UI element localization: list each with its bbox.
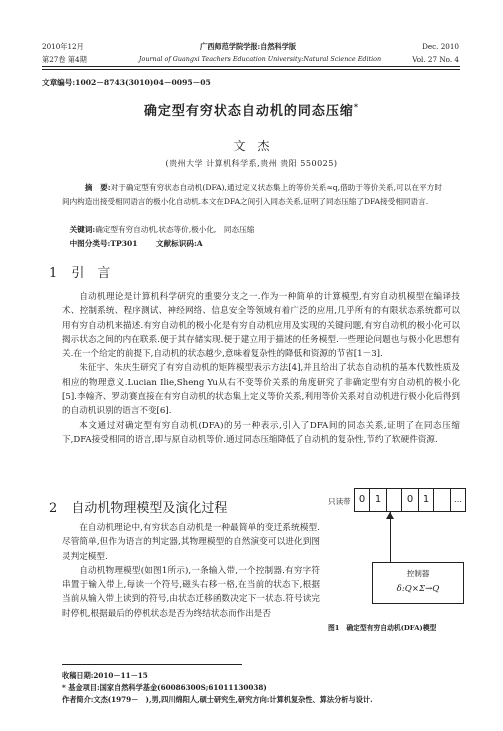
section-1-title: 引 言 (71, 266, 111, 281)
tape-cell (386, 488, 402, 512)
title-footnote-mark: * (353, 101, 360, 112)
header-journal-en: Journal of Guangxi Teachers Education University:Natural Science Edition (138, 55, 382, 63)
figure-caption: 图1 确定型有穷自动机(DFA)模型 (328, 624, 437, 632)
classification-line (62, 237, 203, 251)
article-number: 文章编号:1002－8743(3010)04－0095－05 (42, 78, 211, 87)
tape-cell: … (450, 488, 466, 512)
sec2-paragraph-1: 在自动机理论中,有穷状态自动机是一种最简单的变迁系统模型.尽管简单,但作为语言的判定器,其物理模型的自然演变可以进化到图灵判定模型. (62, 523, 320, 562)
figure-1 (328, 488, 468, 648)
header-rule (42, 66, 460, 67)
paper-title (0, 100, 503, 119)
footnote-rule (62, 664, 242, 665)
read-head-line (390, 512, 391, 562)
header-volume-en: Vol. 27 No. 4 (412, 55, 459, 64)
fund-info: * 基金项目:国家自然科学基金(60086300S;61011130038) (62, 682, 267, 692)
author-name: 文 杰 (233, 139, 270, 153)
header-date-en: Dec. 2010 (422, 42, 459, 51)
abstract-text: 对于确定型有穷状态自动机(DFA),通过定义状态集上的等价关系≈q,借助于等价关系,可以在平方时间内构造出接受相同语言的极小化自动机.本文在DFA之间引入同态关系,证明了同态压缩了DFA接受相同语言. (62, 183, 442, 206)
header-journal-cn: 广西师范学院学报:自然科学版 (200, 42, 297, 51)
section-1-heading (49, 262, 110, 281)
keywords-text: 确定型有穷自动机,状态等价,极小化, 同态压缩 (95, 225, 255, 234)
section-2-title: 自动机物理模型及演化过程 (71, 501, 228, 516)
tape-cell (433, 488, 451, 512)
intro-paragraph-2: 朱征宇、朱庆生研究了有穷自动机的矩阵模型表示方法[4],并且给出了状态自动机的基本代数性质及相应的物理意义.Lucian Ilie,Sheng Yu从右不变等价关系的角度研究了非确定型有穷自动机的极小化[5].李翰齐、罗动赛直接在有穷自动机的状态集上定义等价关系,利用等价关系对自动机进行极小化后得到的自动机识别的语言不变[6]. (62, 363, 460, 417)
tape-label: 只读带 (328, 497, 351, 506)
controller-box (372, 562, 464, 604)
intro-body (62, 290, 460, 447)
received-date: 收稿日期:2010－11－15 (62, 671, 148, 680)
author-bio: 作者简介:文杰(1979－ ),男,四川绵阳人,硕士研究生,研究方向:计算机复杂性、算法分析与设计. (62, 694, 373, 704)
intro-paragraph-3: 本文通过对确定型有穷自动机(DFA)的另一种表示,引入了DFA间的同态关系,证明了在同态压缩下,DFA接受相同的语言,即与原自动机等价.通过同态压缩降低了自动机的复杂性,节约了软硬件资源. (62, 420, 460, 445)
author-affiliation: (贵州大学 计算机科学系,贵州 贵阳 550025) (165, 159, 338, 168)
header-date: 2010年12月 (42, 42, 84, 51)
tape-cell: 1 (369, 488, 387, 512)
section-2-heading (49, 497, 227, 516)
tape-cell: 0 (354, 488, 370, 512)
sec2-body (62, 521, 320, 621)
section-1-number: 1 (49, 266, 58, 281)
keywords (62, 223, 442, 237)
tape-cell: 1 (418, 488, 434, 512)
section-2-number: 2 (49, 501, 58, 516)
title-text: 确定型有穷状态自动机的同态压缩 (143, 104, 354, 119)
classification-code: 中图分类号:TP301 (69, 239, 138, 248)
header-rule-thin (42, 69, 460, 70)
footnotes (62, 670, 460, 705)
transition-formula: δ:Q×Σ→Q (396, 584, 440, 594)
document-code: 文献标识码:A (156, 239, 203, 248)
sec2-paragraph-2: 自动机物理模型(如图1所示),一条输入带,一个控制器.有穷字符串置于输入带上,每读一个符号,磁头右移一格,在当前的状态下,根据当前从输入带上读到的符号,由状态迁移函数决定下一状态.符号读完时停机,根据最后的停机状态是否为终结状态而作出是否 (62, 565, 320, 619)
tape-cell: 0 (401, 488, 419, 512)
keywords-label: 关键词: (69, 225, 96, 234)
intro-paragraph-1: 自动机理论是计算机科学研究的重要分支之一.作为一种简单的计算模型,有穷自动机模型在编译技术、控制系统、程序测试、神经网络、信息安全等领域有着广泛的应用,几乎所有的有限状态系统都可以用有穷自动机来描述.有穷自动机的极小化是有穷自动机应用及实现的关键问题,有穷自动机的极小化可以揭示状态之间的内在联系.便于其存储实现.便于建立用于描述的任务模型.一些理论问题也与极小化思想有关.在一个给定的前提下,自动机的状态越少,意味着复杂性的降低和资源的节省[1－3]. (62, 292, 460, 360)
abstract-label: 摘 要: (84, 183, 111, 192)
read-head-arrow-icon (386, 512, 394, 519)
input-tape (354, 488, 466, 512)
abstract (62, 181, 442, 208)
header-volume: 第27卷 第4期 (42, 55, 87, 64)
controller-label: 控制器 (406, 569, 430, 578)
